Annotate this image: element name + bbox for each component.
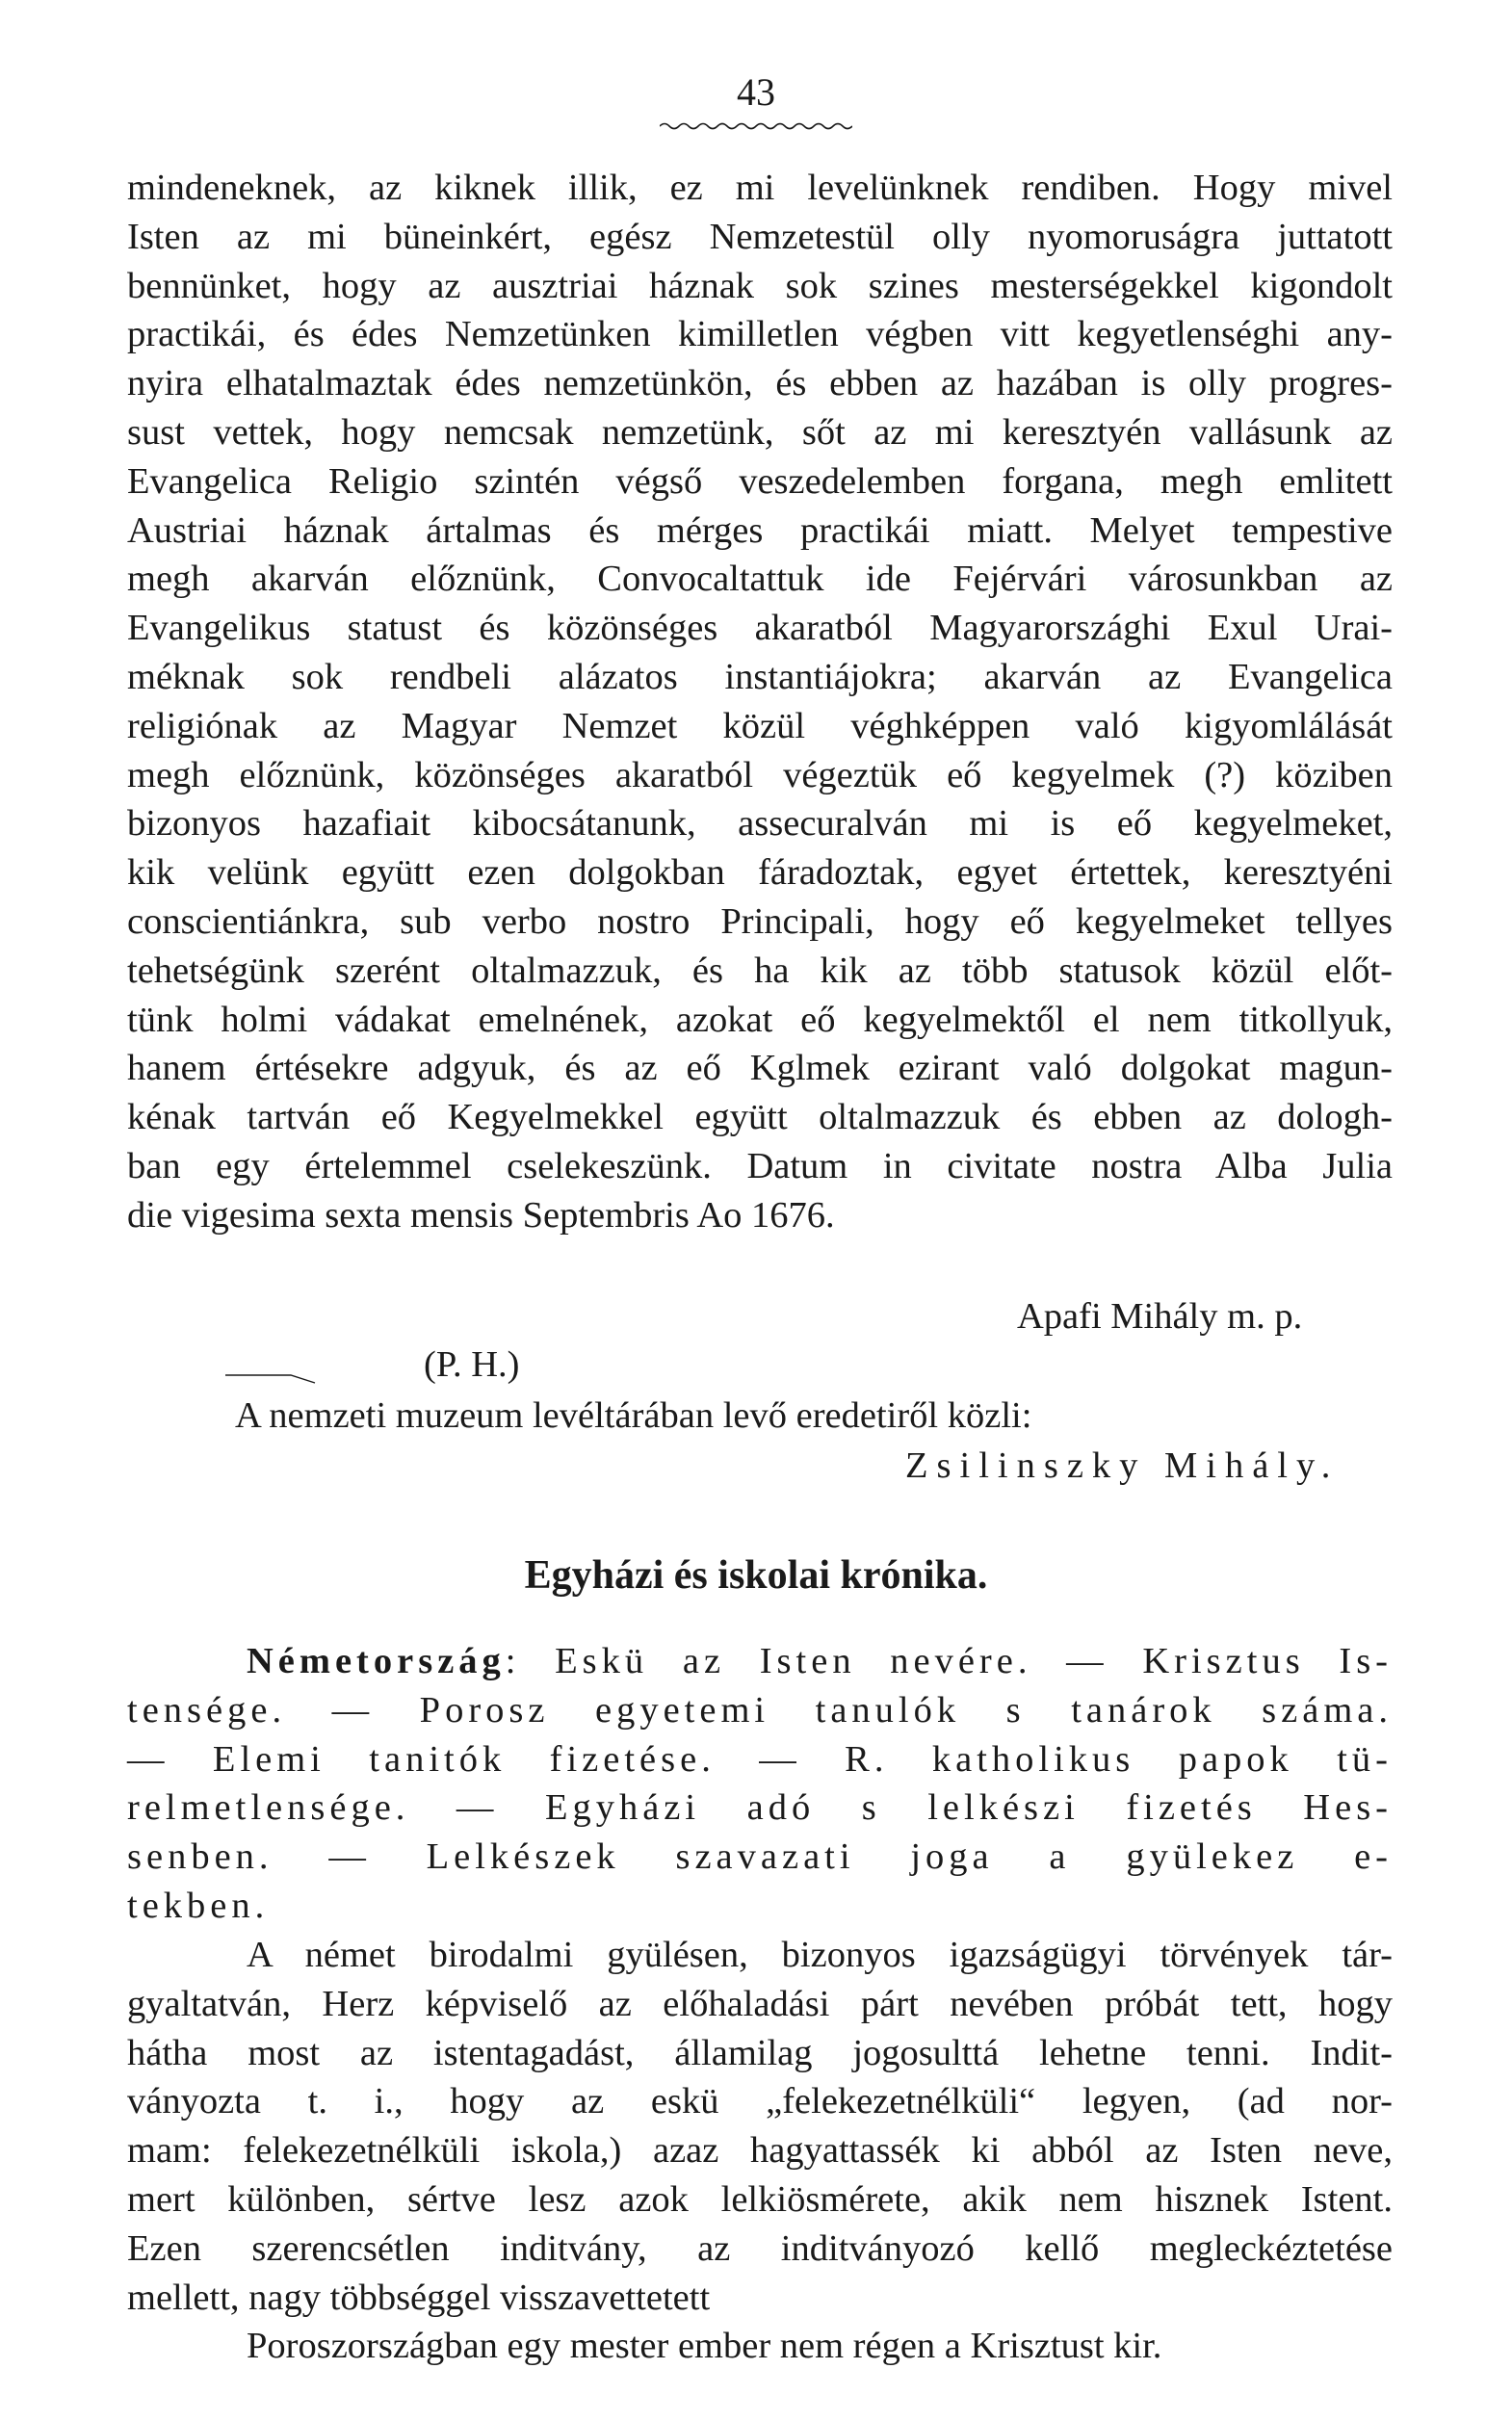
letter-line: megh akarván előznünk, Convocaltattuk ide Fejérvári városunkban az [127,559,1393,600]
paragraph-line: mellett, nagy többséggel visszavettetett [127,2277,711,2318]
letter-line: nyira elhatalmaztak édes nemzetünkön, és ebben az hazában is olly progres- [127,363,1393,404]
chronicle-paragraph [127,1931,1393,2371]
letter-line: Evangelikus statust és közönséges akaratból Magyarországhi Exul Urai- [127,608,1393,649]
summary-text: : Eskü az Isten nevére. — Krisztus Is- [505,1641,1393,1681]
letter-line: Evangelica Religio szintén végső veszedelemben forgana, megh emlitett [127,460,1393,502]
letter-line: bennünket, hogy az ausztriai háznak sok szines mesterségekkel kigondolt [127,265,1393,306]
source-author: Zsilinszky Mihály. [905,1445,1340,1486]
letter-line: conscientiánkra, sub verbo nostro Principali, hogy eő kegyelmeket tellyes [127,900,1393,942]
letter-line: tehetségünk szerént oltalmazzuk, és ha kik az több statusok közül előt- [127,950,1393,991]
letter-line: bizonyos hazafiait kibocsátanunk, assecuralván mi is eő kegyelmeket, [127,803,1393,845]
seal-mark: (P. H.) [424,1344,520,1385]
letter-line: Austriai háznak ártalmas és mérges practikái miatt. Melyet tempestive [127,509,1393,551]
page-number: 43 [737,70,775,114]
paragraph-line: mert különben, sértve lesz azok lelkiösmérete, akik nem hisznek Istent. [127,2178,1393,2220]
summary-line: tensége. — Porosz egyetemi tanulók s tanárok száma. [127,1689,1393,1731]
letter-line: practikái, és édes Nemzetünken kimilletlen végben vitt kegyetlenséghi any- [127,314,1393,355]
page-number-ornament [660,121,852,131]
letter-line: hanem értésekre adgyuk, és az eő Kglmek ezirant való dolgokat magun- [127,1048,1393,1089]
signature: Apafi Mihály m. p. [1017,1296,1303,1337]
summary-line [127,1637,1393,1686]
letter-line: méknak sok rendbeli alázatos instantiájokra; akarván az Evangelica [127,656,1393,697]
letter-line: tünk holmi vádakat emelnének, azokat eő kegyelmektől el nem titkollyuk, [127,999,1393,1040]
letter-line: sust vettek, hogy nemcsak nemzetünk, sőt az mi keresztyén vallásunk az [127,411,1393,453]
seal-dash [223,1366,320,1385]
paragraph-line: mam: felekezetnélküli iskola,) azaz hagyattassék ki abból az Isten neve, [127,2130,1393,2172]
paragraph-line: hátha most az istentagadást, államilag jogosulttá lehetne tenni. Indit- [127,2032,1393,2073]
letter-line: religiónak az Magyar Nemzet közül véghképpen való kigyomlálását [127,705,1393,746]
paragraph-line: Ezen szerencsétlen inditvány, az inditványozó kellő megleckéztetése [127,2227,1393,2269]
paragraph-line: ványozta t. i., hogy az eskü „felekezetnélküli“ legyen, (ad nor- [127,2081,1393,2122]
letter-line: mindeneknek, az kiknek illik, ez mi levelünknek rendiben. Hogy mivel [127,168,1393,208]
summary-line: senben. — Lelkészek szavazati joga a gyülekez e- [127,1836,1393,1878]
paragraph-line: gyaltatván, Herz képviselő az előhaladási párt nevében próbát tett, hogy [127,1983,1393,2024]
paragraph-line: A német birodalmi gyülésen, bizonyos igazságügyi törvények tár- [247,1935,1393,1975]
letter-line: die vigesima sexta mensis Septembris Ao 1676. [127,1194,835,1236]
summary-line: tekben. [127,1885,270,1926]
summary-line: — Elemi tanitók fizetése. — R. katholikus papok tü- [127,1738,1393,1780]
country-heading: Németország [247,1641,506,1681]
letter-line: Isten az mi büneinkért, egész Nemzetestül olly nyomoruságra juttatott [127,216,1393,257]
paragraph-line: Poroszországban egy mester ember nem régen a Krisztust kir. [247,2326,1162,2367]
source-note: A nemzeti muzeum levéltárában levő eredetiről közli: [235,1395,1032,1436]
letter-line: kénak tartván eő Kegyelmekkel együtt oltalmazzuk és ebben az dologh- [127,1097,1393,1138]
letter-line: ban egy értelemmel cselekeszünk. Datum in civitate nostra Alba Julia [127,1145,1393,1186]
letter-body [127,164,1393,1240]
summary-line: relmetlensége. — Egyházi adó s lelkészi fizetés Hes- [127,1787,1393,1829]
section-title: Egyházi és iskolai krónika. [524,1553,988,1598]
letter-line: kik velünk együtt ezen dolgokban fáradoztak, egyet értettek, keresztyéni [127,852,1393,894]
chronicle-summary [127,1637,1393,1931]
letter-line: megh előznünk, közönséges akaratból végeztük eő kegyelmek (?) köziben [127,754,1393,795]
